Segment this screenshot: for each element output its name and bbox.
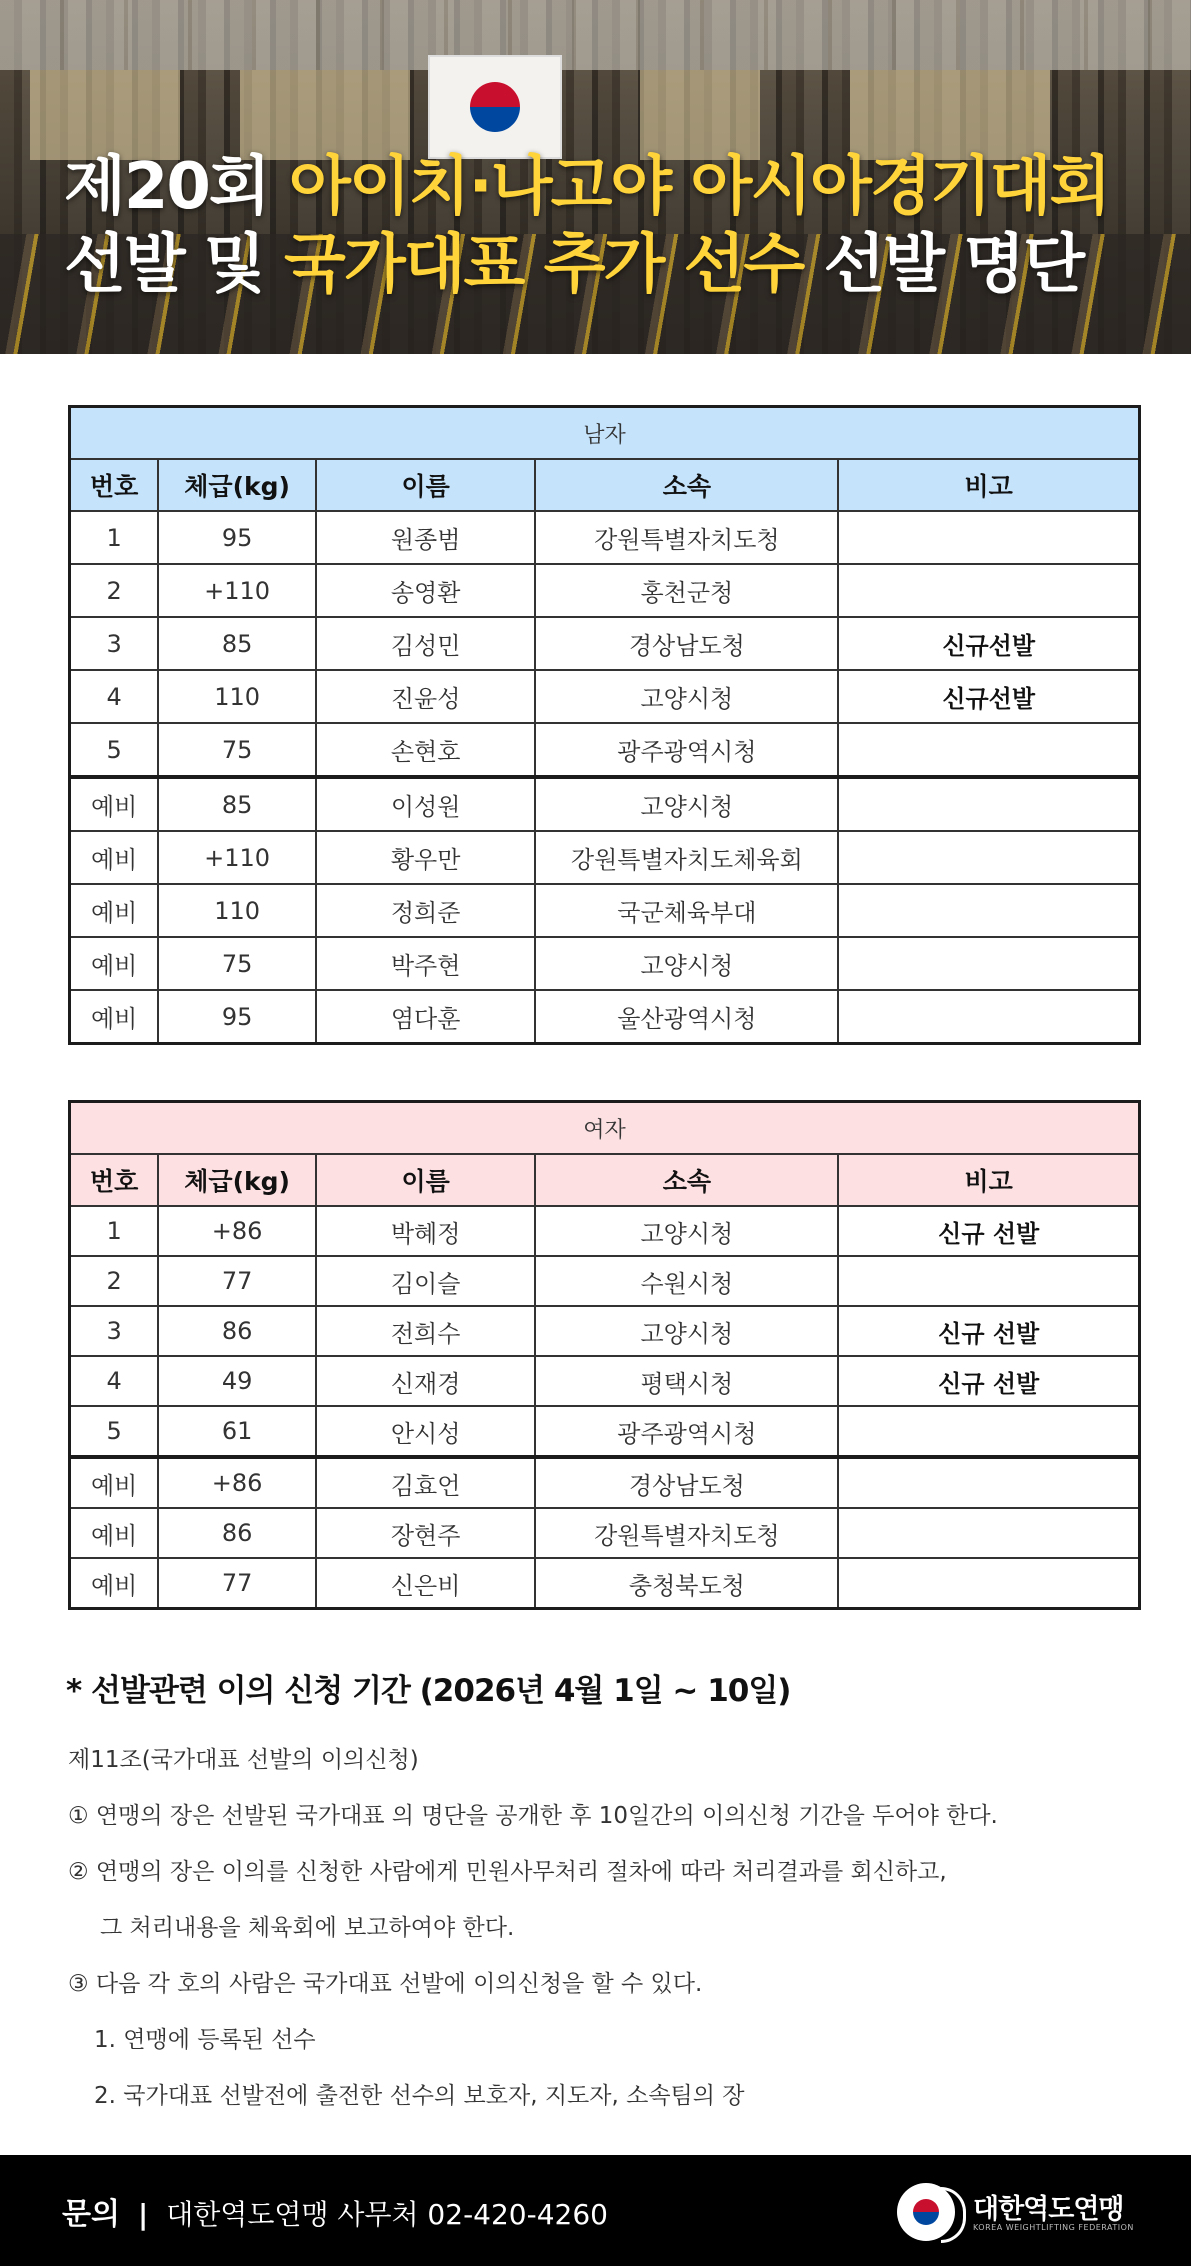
cell-name: 장현주 [316,1508,535,1558]
regulation-line: ① 연맹의 장은 선발된 국가대표 의 명단을 공개한 후 10일간의 이의신청 기간을 두어야 한다. [68,1803,998,1829]
wall-banner-graphic [850,70,1050,160]
table-row [70,511,1140,564]
cell-number: 예비 [70,777,159,831]
cell-name: 박주현 [316,937,535,990]
cell-weight-class: 110 [158,884,316,937]
cell-name: 원종범 [316,511,535,564]
cell-note [838,1406,1139,1457]
cell-affiliation: 평택시청 [535,1356,838,1406]
cell-number: 3 [70,1306,159,1356]
cell-weight-class: 95 [158,511,316,564]
column-header: 번호 [70,1154,159,1206]
cell-number: 예비 [70,990,159,1044]
cell-name: 송영환 [316,564,535,617]
cell-number: 예비 [70,1508,159,1558]
table-row [70,1356,1140,1406]
table-row [70,1508,1140,1558]
cell-name: 전희수 [316,1306,535,1356]
cell-weight-class: 75 [158,937,316,990]
cell-note: 신규선발 [838,670,1139,723]
cell-number: 예비 [70,831,159,884]
cell-affiliation: 수원시청 [535,1256,838,1306]
cell-note [838,1558,1139,1609]
cell-weight-class: 95 [158,990,316,1044]
cell-weight-class: 77 [158,1256,316,1306]
cell-weight-class: 49 [158,1356,316,1406]
cell-affiliation: 경상남도청 [535,617,838,670]
column-header: 번호 [70,459,159,511]
contact-label: 문의 [62,2197,120,2232]
federation-name-en: KOREA WEIGHTLIFTING FEDERATION [973,2223,1134,2232]
cell-name: 염다훈 [316,990,535,1044]
cell-note [838,990,1139,1044]
cell-number: 예비 [70,1558,159,1609]
cell-number: 1 [70,1206,159,1256]
federation-name: 대한역도연맹 [973,2194,1124,2225]
column-header: 체급(kg) [158,459,316,511]
table-row [70,1457,1140,1508]
cell-affiliation: 경상남도청 [535,1457,838,1508]
cell-note: 신규 선발 [838,1306,1139,1356]
cell-note [838,831,1139,884]
table-row [70,1406,1140,1457]
regulation-line: 그 처리내용을 체육회에 보고하여야 한다. [100,1915,515,1941]
cell-affiliation: 울산광역시청 [535,990,838,1044]
cell-name: 황우만 [316,831,535,884]
regulation-line: ② 연맹의 장은 이의를 신청한 사람에게 민원사무처리 절차에 따라 처리결과를 회신하고, [68,1859,947,1885]
cell-note [838,564,1139,617]
cell-note [838,1508,1139,1558]
table-row [70,1206,1140,1256]
cell-affiliation: 강원특별자치도청 [535,1508,838,1558]
cell-number: 2 [70,1256,159,1306]
cell-note [838,1457,1139,1508]
cell-affiliation: 광주광역시청 [535,723,838,777]
cell-number: 4 [70,1356,159,1406]
title-line1-highlight: 아이치·나고야 아시아경기대회 [289,150,1110,224]
title-line1-part1: 제20회 [64,150,289,224]
column-header: 비고 [838,1154,1139,1206]
cell-name: 안시성 [316,1406,535,1457]
table-row [70,777,1140,831]
table-caption: 여자 [70,1102,1140,1155]
cell-note [838,511,1139,564]
cell-weight-class: +86 [158,1206,316,1256]
column-header: 이름 [316,459,535,511]
table-row [70,1306,1140,1356]
cell-note [838,777,1139,831]
table-row [70,1256,1140,1306]
title-line2-part1: 선발 및 [64,228,285,302]
cell-affiliation: 광주광역시청 [535,1406,838,1457]
regulation-line: 제11조(국가대표 선발의 이의신청) [68,1747,419,1773]
column-header: 비고 [838,459,1139,511]
men-roster-table [68,405,1141,1045]
cell-weight-class: +86 [158,1457,316,1508]
table-row [70,670,1140,723]
cell-affiliation: 고양시청 [535,937,838,990]
table-row [70,831,1140,884]
cell-affiliation: 고양시청 [535,670,838,723]
cell-weight-class: 75 [158,723,316,777]
cell-number: 예비 [70,884,159,937]
korean-flag-graphic [428,55,562,159]
cell-affiliation: 강원특별자치도체육회 [535,831,838,884]
wall-banner-graphic [240,70,410,160]
regulation-text [68,1740,998,2132]
cell-note: 신규선발 [838,617,1139,670]
cell-affiliation: 홍천군청 [535,564,838,617]
page-title [64,148,1109,304]
table-row [70,884,1140,937]
cell-weight-class: 85 [158,617,316,670]
table-caption: 남자 [70,407,1140,460]
cell-affiliation: 강원특별자치도청 [535,511,838,564]
column-header: 체급(kg) [158,1154,316,1206]
cell-note: 신규 선발 [838,1356,1139,1406]
column-header: 소속 [535,459,838,511]
cell-name: 박혜정 [316,1206,535,1256]
gym-ceiling-graphic [0,0,1191,70]
cell-name: 신은비 [316,1558,535,1609]
header-banner [0,0,1191,354]
title-line2-part3: 선발 명단 [803,228,1084,302]
cell-weight-class: 77 [158,1558,316,1609]
cell-affiliation: 충청북도청 [535,1558,838,1609]
cell-affiliation: 고양시청 [535,1306,838,1356]
wall-banner-graphic [640,70,760,160]
regulation-line: ③ 다음 각 호의 사람은 국가대표 선발에 이의신청을 할 수 있다. [68,1971,703,1997]
women-roster-table [68,1100,1141,1610]
cell-affiliation: 국군체육부대 [535,884,838,937]
table-row [70,564,1140,617]
objection-period-title: * 선발관련 이의 신청 기간 (2026년 4월 1일 ~ 10일) [66,1673,791,1709]
cell-affiliation: 고양시청 [535,1206,838,1256]
table-row [70,723,1140,777]
cell-number: 5 [70,723,159,777]
cell-note [838,723,1139,777]
column-header: 소속 [535,1154,838,1206]
footer [0,2155,1191,2266]
federation-logo [897,2183,1137,2239]
cell-weight-class: 61 [158,1406,316,1457]
cell-name: 이성원 [316,777,535,831]
federation-emblem-icon [897,2183,955,2241]
column-header: 이름 [316,1154,535,1206]
regulation-line: 1. 연맹에 등록된 선수 [94,2027,316,2053]
cell-weight-class: 110 [158,670,316,723]
table-row [70,990,1140,1044]
table-row [70,617,1140,670]
cell-weight-class: 86 [158,1306,316,1356]
cell-number: 4 [70,670,159,723]
cell-name: 김효언 [316,1457,535,1508]
cell-name: 신재경 [316,1356,535,1406]
cell-weight-class: 86 [158,1508,316,1558]
cell-weight-class: +110 [158,831,316,884]
cell-weight-class: +110 [158,564,316,617]
cell-note [838,884,1139,937]
regulation-line: 2. 국가대표 선발전에 출전한 선수의 보호자, 지도자, 소속팀의 장 [94,2083,745,2109]
cell-name: 진윤성 [316,670,535,723]
cell-note [838,937,1139,990]
cell-note: 신규 선발 [838,1206,1139,1256]
cell-affiliation: 고양시청 [535,777,838,831]
cell-note [838,1256,1139,1306]
cell-name: 정희준 [316,884,535,937]
contact-text: 대한역도연맹 사무처 02-420-4260 [166,2198,608,2231]
cell-number: 1 [70,511,159,564]
cell-name: 김성민 [316,617,535,670]
cell-number: 예비 [70,1457,159,1508]
cell-name: 김이슬 [316,1256,535,1306]
cell-weight-class: 85 [158,777,316,831]
contact-info [62,2189,608,2233]
divider: | [137,2198,149,2231]
table-row [70,1558,1140,1609]
cell-number: 3 [70,617,159,670]
wall-banner-graphic [30,70,180,160]
cell-number: 예비 [70,937,159,990]
title-line2-highlight: 국가대표 추가 선수 [284,228,804,302]
table-row [70,937,1140,990]
cell-number: 2 [70,564,159,617]
cell-number: 5 [70,1406,159,1457]
cell-name: 손현호 [316,723,535,777]
